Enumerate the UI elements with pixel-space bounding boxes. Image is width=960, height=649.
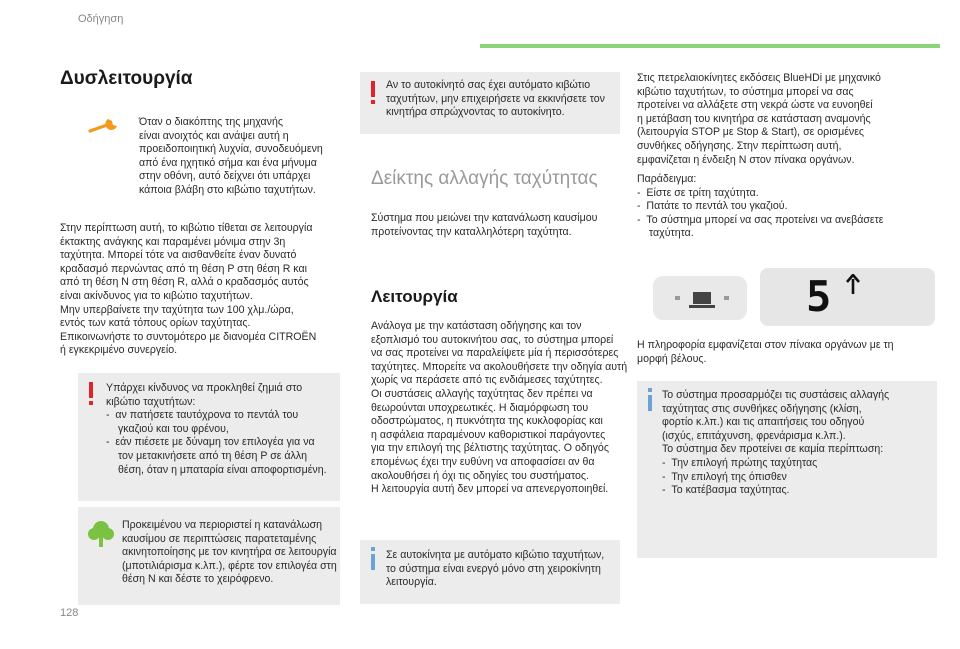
- operation-subtitle: Λειτουργία: [371, 287, 458, 306]
- instrument-panel-icon: [645, 268, 755, 328]
- warning-icon-dot: [89, 401, 93, 405]
- info-text-system: Το σύστημα προσαρμόζει τις συστάσεις αλλαγής ταχύτητας στις συνθήκες οδήγησης (κλίση, φορτίο κ.λπ.) και τις απαιτήσεις του οδηγού (ισχύς, επιτάχυνση, φρενάρισμα κ.λπ.). Το σύστημα δεν προτείνει σε καμία περίπτωση: - Την επιλογή πρώτης ταχύτητας - Την επιλογή της όπισθεν - Το κατέβασμα ταχύτητας.: [662, 389, 890, 497]
- warning-icon-2: [371, 81, 375, 97]
- info-icon-2-bar: [648, 395, 652, 411]
- display-caption: Η πληροφορία εμφανίζεται στον πίνακα οργάνων με τη μορφή βέλους.: [637, 339, 894, 365]
- page-number: 128: [60, 607, 79, 619]
- example-list: Παράδειγμα: - Είστε σε τρίτη ταχύτητα. - Πατάτε το πεντάλ του γκαζιού. - Το σύστημα μπορεί να σας προτείνει να ανεβάσετε ταχύτητα.: [637, 173, 884, 240]
- header-rule: [480, 44, 940, 48]
- operation-body: Ανάλογα με την κατάσταση οδήγησης και τον εξοπλισμό του αυτοκινήτου σας, το σύστημα μπορεί να σας προτείνει να παραλείψετε μία ή περισσότερες ταχύτητες. Μπορείτε να ακολουθήσετε την οδηγία αυτή χωρίς να περάσετε από τις ενδιάμεσες ταχύτητες. Οι συστάσεις αλλαγής ταχύτητας δεν πρέπει να θεωρούνται υποχρεωτικές. Η διαμόρφωση του οδοστρώματος, η πυκνότητα της κυκλοφορίας και η ασφάλεια παραμένουν καθοριστικοί παράγοντες για την επιλογή της βέλτιστης ταχύτητας. Ο οδηγός επομένως έχει την ευθύνη να αποφασίσει αν θα ακολουθήσει ή όχι τις οδηγίες του συστήματος. Η λειτουργία αυτή δεν μπορεί να απενεργοποιηθεί.: [371, 320, 628, 496]
- warning-icon-2-dot: [371, 100, 375, 104]
- gear-indicator-title: Δείκτης αλλαγής ταχύτητας: [371, 168, 598, 189]
- gear-display: [760, 268, 935, 326]
- warning-text-gearbox: Υπάρχει κίνδυνος να προκληθεί ζημιά στο κιβώτιο ταχυτήτων: - αν πατήσετε ταυτόχρονα το πεντάλ του γκαζιού και του φρένου, - εάν πιέσετε με δύναμη τον επιλογέα για να τον μετακινήσετε από τη θέση P σε άλλη θέση, όταν η μπαταρία είναι αποφορτισμένη.: [106, 382, 327, 476]
- eco-text: Προκειμένου να περιοριστεί η κατανάλωση καυσίμου σε περιπτώσεις παρατεταμένης ακινητοποίησης με τον κινητήρα σε λειτουργία (μποτιλιάρισμα κ.λπ.), φέρτε τον επιλογέα στη θέση N και δέστε το χειρόφρενο.: [122, 519, 337, 586]
- section-label: Οδήγηση: [78, 13, 124, 25]
- info-text-automatic: Σε αυτοκίνητα με αυτόματο κιβώτιο ταχυτήτων, το σύστημα είναι ενεργό μόνο στη χειροκίνητη λειτουργία.: [386, 549, 605, 589]
- warning-icon: [89, 382, 93, 398]
- malfunction-intro: Όταν ο διακόπτης της μηχανής είναι ανοιχτός και ανάψει αυτή η προειδοποιητική λυχνία, συνοδευόμενη από ένα ηχητικό σήμα και ένα μήνυμα στην οθόνη, αυτό δείχνει ότι υπάρχει κάποια βλάβη στο κιβώτιο ταχυτήτων.: [139, 116, 323, 196]
- wrench-icon: [88, 115, 122, 135]
- eco-tree-icon: [88, 520, 114, 548]
- malfunction-title: Δυσλειτουργία: [60, 68, 193, 89]
- malfunction-body: Στην περίπτωση αυτή, το κιβώτιο τίθεται σε λειτουργία έκτακτης ανάγκης και παραμένει μόνιμα στην 3η ταχύτητα. Μπορεί τότε να αισθανθείτε έναν δυνατό κραδασμό περνώντας από τη θέση P στη θέση R και από τη θέση N στη θέση R, αλλά ο κραδασμός αυτός είναι ακίνδυνος για το κιβώτιο ταχυτήτων. Μην υπερβαίνετε την ταχύτητα των 100 χλμ./ώρα, εντός των κατά τόπους ορίων ταχύτητας. Επικοινωνήστε το συντομότερο με διανομέα CITROËN ή εγκεκριμένο συνεργείο.: [60, 222, 317, 357]
- upshift-arrow-icon: [846, 274, 860, 296]
- gear-indicator-intro: Σύστημα που μειώνει την κατανάλωση καυσίμου προτείνοντας την καταλληλότερη ταχύτητα.: [371, 212, 598, 238]
- info-icon: [371, 547, 375, 551]
- gear-display-number: 5: [806, 272, 832, 321]
- info-icon-bar: [371, 554, 375, 570]
- bluehdi-intro: Στις πετρελαιοκίνητες εκδόσεις BlueHDi με μηχανικό κιβώτιο ταχυτήτων, το σύστημα μπορεί να σας προτείνει να αλλάξετε στη νεκρά ώστε να ευνοηθεί η μετάβαση του κινητήρα σε κατάσταση αναμονής (λειτουργία STOP με Stop & Start), σε ορισμένες συνθήκες οδήγησης. Στην περίπτωση αυτή, εμφανίζεται η ένδειξη N στον πίνακα οργάνων.: [637, 72, 881, 166]
- warning-text-push-start: Αν το αυτοκίνητό σας έχει αυτόματο κιβώτιο ταχυτήτων, μην επιχειρήσετε να εκκινήσετε τον κινητήρα σπρώχνοντας το αυτοκίνητο.: [386, 79, 605, 119]
- info-icon-2: [648, 388, 652, 392]
